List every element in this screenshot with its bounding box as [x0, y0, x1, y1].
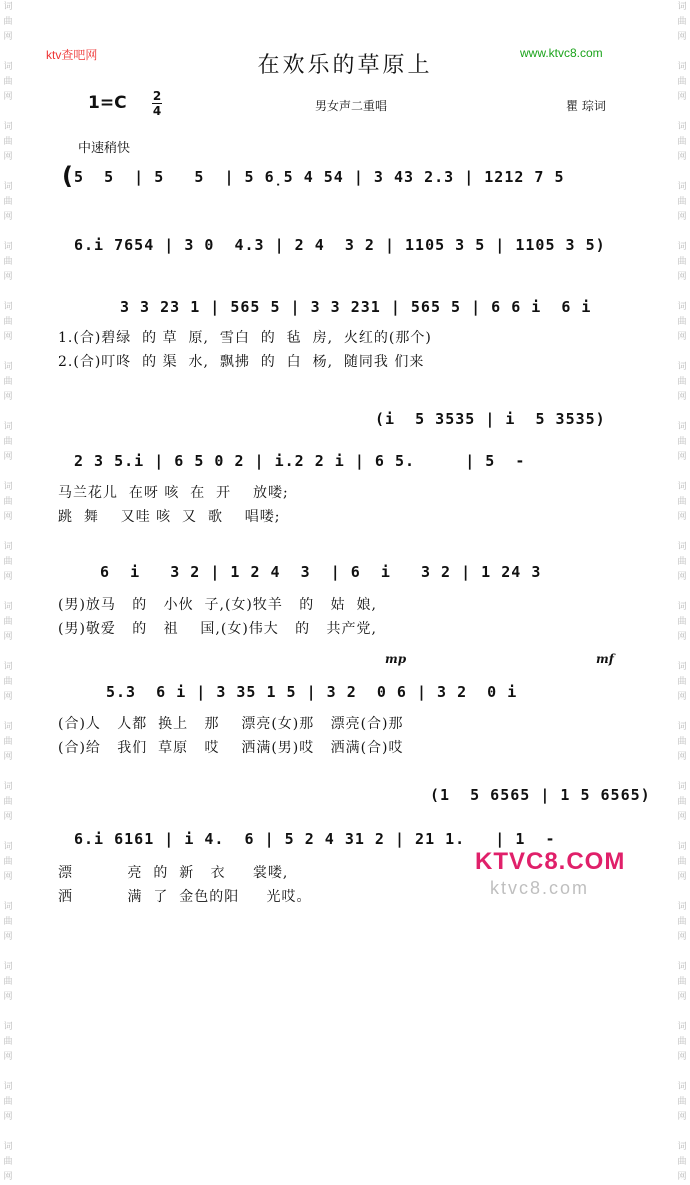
time-signature-top: 2	[152, 89, 162, 103]
lyricist-credit: 瞿 琮词	[566, 99, 606, 113]
notes-row-6: 5.3 6 i | 3 35 1 5 | 3 2 0 6 | 3 2 0 i	[106, 683, 518, 701]
song-title: 在欢乐的草原上	[257, 53, 433, 78]
performance-type: 男女声二重唱	[315, 99, 388, 113]
lyric-row-3-verse-1: 1.(合)碧绿 的 草 原, 雪白 的 毡 房, 火红的(那个)	[58, 330, 432, 346]
watermark-sub: ktvc8.com	[490, 878, 590, 898]
notes-row-5: 6 i 3 2 | 1 2 4 3 | 6 i 3 2 | 1 24 3	[100, 563, 542, 581]
time-signature	[152, 90, 162, 117]
lyric-row-6-verse-2: (合)给 我们 草原 哎 洒满(男)哎 洒满(合)哎	[58, 740, 404, 756]
right-margin-watermark: 词 曲 网 词 曲 网 词 曲 网 词 曲 网 词 曲 网 词 曲 网 词 曲 网 词 曲 网 词 曲 网 词 曲 网 词 曲 网 词 曲 网 词 曲 网 词 曲 网 词 曲 网 词 曲 网 词 曲 网 词 曲 网 词 曲 网 词 曲 网	[677, 2, 687, 1182]
lyric-row-5-verse-1: (男)放马 的 小伙 子,(女)牧羊 的 姑 娘,	[58, 597, 377, 613]
notes-row-7: 6.i 6161 | i 4. 6 | 5 2 4 31 2 | 21 1. | 1 -	[74, 830, 556, 848]
lyric-row-4-verse-1: 马兰花儿 在呀 咳 在 开 放喽;	[58, 485, 289, 501]
notes-row-4: 2 3 5.i | 6 5 0 2 | i.2 2 i | 6 5. | 5 -	[74, 452, 526, 470]
lyric-row-4-verse-2: 跳 舞 又哇 咳 又 歌 唱喽;	[58, 509, 281, 525]
lyric-row-3-verse-2: 2.(合)叮咚 的 渠 水, 飘拂 的 白 杨, 随同我 们来	[58, 354, 425, 370]
lyric-row-7-verse-1: 漂 亮 的 新 衣 裳喽,	[58, 865, 289, 881]
notes-row-4-top: (i 5 3535 | i 5 3535)	[375, 410, 606, 428]
notes-row-7-top: (1 5 6565 | 1 5 6565)	[430, 786, 651, 804]
left-margin-watermark: 词 曲 网 词 曲 网 词 曲 网 词 曲 网 词 曲 网 词 曲 网 词 曲 网 词 曲 网 词 曲 网 词 曲 网 词 曲 网 词 曲 网 词 曲 网 词 曲 网 词 曲 网 词 曲 网 词 曲 网 词 曲 网 词 曲 网 词 曲 网	[3, 2, 13, 1182]
notes-row-3: 3 3 23 1 | 565 5 | 3 3 231 | 565 5 | 6 6 i 6 i	[120, 298, 592, 316]
key-signature: 1=C	[88, 93, 127, 113]
dynamic-mf: mf	[596, 652, 614, 666]
notes-row-1: 5 5 | 5 5 | 5 6̣5 4 54 | 3 43 2.3 | 1212 7 5	[74, 168, 565, 186]
time-signature-bottom: 4	[152, 104, 162, 118]
lyric-row-5-verse-2: (男)敬爱 的 祖 国,(女)伟大 的 共产党,	[58, 621, 377, 637]
lyric-row-6-verse-1: (合)人 人都 换上 那 漂亮(女)那 漂亮(合)那	[58, 716, 404, 732]
tempo-marking: 中速稍快	[78, 141, 131, 156]
lyric-row-7-verse-2: 洒 满 了 金色的阳 光哎。	[58, 889, 312, 905]
notes-row-2: 6.i 7654 | 3 0 4.3 | 2 4 3 2 | 1105 3 5 | 1105 3 5)	[74, 236, 606, 254]
site-url-right: www.ktvc8.com	[520, 46, 603, 60]
watermark-logo: KTVC8.COM	[475, 848, 626, 875]
dynamic-mp: mp	[385, 652, 407, 666]
site-label-left: ktv查吧网	[46, 48, 98, 62]
